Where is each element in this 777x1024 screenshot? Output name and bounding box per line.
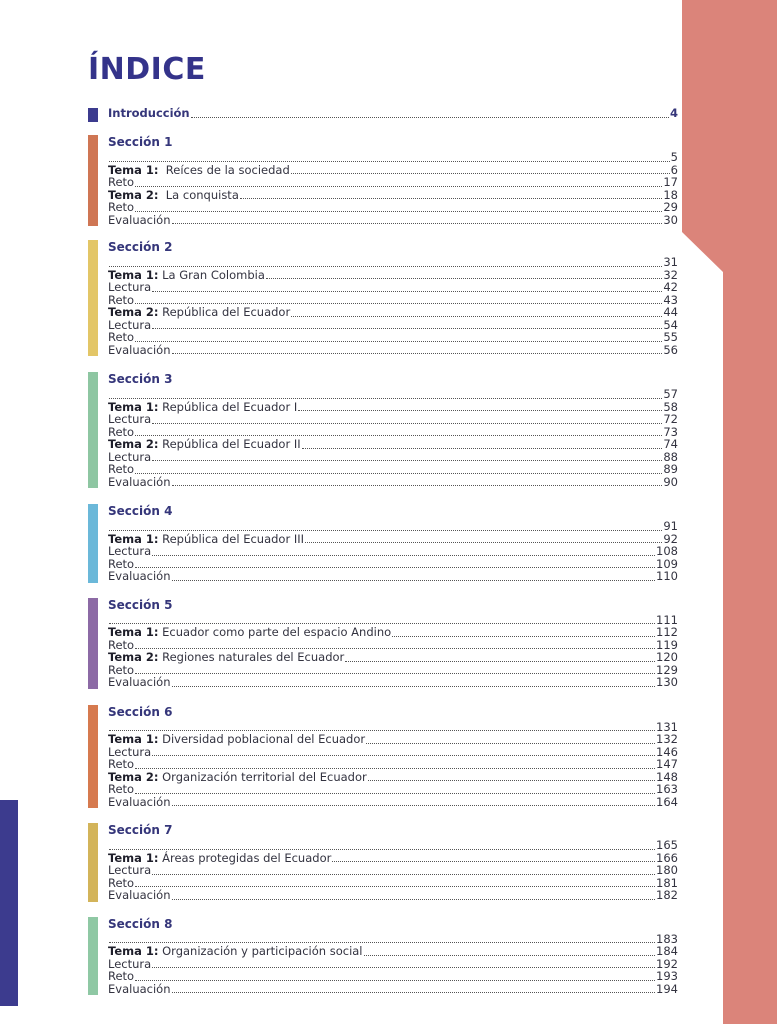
entry-text: Evaluación <box>108 474 171 489</box>
entry-page-number: 74 <box>663 437 678 451</box>
dot-leader <box>152 290 662 292</box>
toc-entry[interactable] <box>108 413 678 426</box>
entry-page-number: 73 <box>663 424 678 439</box>
entry-page-number: 181 <box>656 875 678 890</box>
dot-leader <box>172 579 656 581</box>
section-color-bar <box>88 917 98 996</box>
entry-label <box>108 796 171 809</box>
toc-entry[interactable] <box>108 746 678 759</box>
section-title[interactable]: Sección 3 <box>108 372 173 386</box>
entry-page-number: 43 <box>663 292 678 307</box>
entry-page-number: 180 <box>656 863 678 877</box>
entry-page-number: 193 <box>656 969 678 983</box>
toc-entry[interactable] <box>108 451 678 464</box>
toc-entry[interactable] <box>108 676 678 689</box>
toc-entry[interactable] <box>108 201 678 214</box>
toc-entry[interactable] <box>108 533 678 546</box>
toc-entry[interactable] <box>108 877 678 890</box>
entry-page-number: 91 <box>663 519 678 533</box>
entry-text: Reto <box>108 875 135 890</box>
entry-text: República del Ecuador I <box>158 399 298 414</box>
entry-text: Evaluación <box>108 569 171 583</box>
dot-leader <box>172 685 656 687</box>
side-tab-shape <box>682 0 777 1024</box>
entry-topic-prefix: Tema 1: <box>108 162 159 177</box>
dot-leader <box>135 885 655 887</box>
dot-leader <box>172 991 656 993</box>
entry-page-number: 57 <box>663 387 678 401</box>
entry-page-number: 120 <box>656 650 678 664</box>
section-title[interactable]: Sección 8 <box>108 916 173 931</box>
toc-entry[interactable] <box>108 864 678 877</box>
entry-text: Lectura <box>108 280 152 294</box>
entry-text: Reto <box>108 556 135 571</box>
entry-text: Reto <box>108 292 135 307</box>
entry-text: Reto <box>108 662 135 677</box>
entry-text: Lectura <box>108 956 152 971</box>
entry-label <box>108 889 171 902</box>
section-color-bar <box>88 823 98 902</box>
dot-leader <box>291 315 662 317</box>
entry-page-number: 119 <box>656 637 678 652</box>
entry-text: Evaluación <box>108 888 171 902</box>
entry-page-number: 58 <box>663 399 678 414</box>
entry-page-number: 146 <box>656 744 678 759</box>
entry-topic-prefix: Tema 2: <box>108 650 159 664</box>
dot-leader <box>135 340 662 342</box>
dot-leader <box>172 352 663 354</box>
dot-leader <box>392 635 655 637</box>
entry-text: Reíces de la sociedad <box>158 162 290 177</box>
entry-page-number: 55 <box>663 330 678 344</box>
dot-leader <box>305 541 662 543</box>
dot-leader <box>109 622 655 624</box>
toc-entry[interactable] <box>108 476 678 489</box>
section-color-bar <box>88 598 98 689</box>
dot-leader <box>135 979 655 981</box>
entry-text: Lectura <box>108 863 152 877</box>
entry-text: Áreas protegidas del Ecuador <box>158 850 332 865</box>
dot-leader <box>135 210 662 212</box>
dot-leader <box>302 447 663 449</box>
toc-entry[interactable] <box>108 558 678 571</box>
toc-introduction[interactable] <box>88 107 678 121</box>
entry-page-number: 112 <box>656 625 678 639</box>
entry-text: Reto <box>108 175 135 189</box>
entry-label <box>108 476 171 489</box>
entry-label <box>108 676 171 689</box>
dot-leader <box>152 422 662 424</box>
entry-topic-prefix: Tema 1: <box>108 732 159 746</box>
entry-page-number: 32 <box>663 267 678 282</box>
introduction-color-bar <box>88 108 98 122</box>
dot-leader <box>172 804 656 806</box>
entry-text: Lectura <box>108 544 152 558</box>
entry-topic-prefix: Tema 1: <box>108 399 159 414</box>
entry-page-number: 5 <box>670 150 678 164</box>
entry-label <box>108 570 171 583</box>
toc-section-3 <box>88 368 678 488</box>
entry-text: Reto <box>108 462 135 476</box>
entry-page-number: 54 <box>663 317 678 332</box>
entry-page-number: 29 <box>663 200 678 214</box>
entry-page-number: 129 <box>656 662 678 677</box>
dot-leader <box>291 172 670 174</box>
toc-section-1 <box>88 131 678 226</box>
entry-text: República del Ecuador <box>158 305 291 319</box>
toc-entry[interactable] <box>108 945 678 958</box>
entry-topic-prefix: Tema 1: <box>108 944 159 958</box>
section-color-bar <box>88 135 98 226</box>
entry-page-number: 183 <box>656 931 678 946</box>
entry-label <box>108 626 391 639</box>
introduction-label: Introducción <box>108 106 190 120</box>
entry-page-number: 110 <box>656 569 678 583</box>
toc-entry[interactable] <box>108 214 678 227</box>
toc-entry[interactable] <box>108 958 678 971</box>
entry-page-number: 184 <box>656 944 678 958</box>
toc-section-5 <box>88 594 678 689</box>
dot-leader <box>266 277 662 279</box>
toc-section-4 <box>88 500 678 583</box>
entry-page-number: 88 <box>663 449 678 464</box>
dot-leader <box>109 397 662 399</box>
entry-text: Lectura <box>108 317 152 332</box>
entry-page-number: 42 <box>663 280 678 294</box>
entry-page-number: 89 <box>663 462 678 476</box>
entry-page-number: 130 <box>656 675 678 689</box>
left-accent-strip <box>0 800 18 1006</box>
entry-page-number: 17 <box>663 175 678 189</box>
introduction-page: 4 <box>669 106 678 120</box>
entry-topic-prefix: Tema 2: <box>108 305 159 319</box>
entry-page-number: 163 <box>656 782 678 796</box>
entry-label <box>108 214 171 227</box>
dot-leader <box>368 779 655 781</box>
entry-page-number: 72 <box>663 412 678 426</box>
toc-entry[interactable] <box>108 664 678 677</box>
entry-page-number: 147 <box>656 757 678 771</box>
toc-entry[interactable] <box>108 281 678 294</box>
dot-leader <box>109 729 655 731</box>
dot-leader <box>152 327 662 329</box>
entry-page-number: 44 <box>663 305 678 319</box>
entry-text: Organización y participación social <box>158 944 363 958</box>
dot-leader <box>172 484 663 486</box>
entry-topic-prefix: Tema 1: <box>108 267 159 282</box>
entry-page-number: 148 <box>656 769 678 784</box>
toc-entry[interactable] <box>108 733 678 746</box>
toc-entry[interactable] <box>108 651 678 664</box>
entry-page-number: 164 <box>656 794 678 809</box>
entry-page-number: 132 <box>656 732 678 746</box>
entry-text: Lectura <box>108 744 152 759</box>
entry-text: Evaluación <box>108 342 171 357</box>
dot-leader <box>109 848 655 850</box>
toc-entry[interactable] <box>108 796 678 809</box>
toc-entry[interactable] <box>108 970 678 983</box>
entry-label <box>108 164 290 177</box>
dot-leader <box>135 672 655 674</box>
dot-leader <box>298 409 662 411</box>
dot-leader <box>345 660 655 662</box>
entry-text: Lectura <box>108 412 152 426</box>
dot-leader <box>172 898 656 900</box>
page-title: ÍNDICE <box>88 52 206 87</box>
entry-text: Reto <box>108 200 135 214</box>
entry-label <box>108 771 367 784</box>
entry-page-number: 166 <box>656 850 678 865</box>
entry-text: República del Ecuador II <box>158 437 301 451</box>
entry-text: La conquista <box>158 187 239 202</box>
dot-leader <box>366 742 655 744</box>
dot-leader <box>332 860 655 862</box>
toc-entry[interactable] <box>108 331 678 344</box>
entry-page-number: 56 <box>663 342 678 357</box>
toc-entry[interactable] <box>108 269 678 282</box>
dot-leader <box>135 792 655 794</box>
entry-text: Evaluación <box>108 675 171 689</box>
entry-text: Reto <box>108 757 135 771</box>
dot-leader <box>109 529 662 531</box>
dot-leader <box>152 754 655 756</box>
entry-page-number: 131 <box>656 719 678 734</box>
entry-topic-prefix: Tema 2: <box>108 437 159 451</box>
dot-leader <box>152 966 655 968</box>
entry-text: Evaluación <box>108 794 171 809</box>
entry-text: Reto <box>108 782 135 796</box>
entry-page-number: 18 <box>663 187 678 202</box>
section-title[interactable]: Sección 7 <box>108 823 173 837</box>
toc-entry[interactable] <box>108 570 678 583</box>
entry-text: República del Ecuador III <box>158 531 305 546</box>
section-title[interactable]: Sección 5 <box>108 597 173 612</box>
section-color-bar <box>88 372 98 488</box>
toc-section-6 <box>88 701 678 809</box>
entry-text: Lectura <box>108 449 152 464</box>
dot-leader <box>152 554 655 556</box>
section-title[interactable]: Sección 1 <box>108 135 173 149</box>
toc-entry[interactable] <box>108 545 678 558</box>
toc-entry[interactable] <box>108 344 678 357</box>
entry-page-number: 90 <box>663 474 678 489</box>
entry-page-number: 182 <box>656 888 678 902</box>
toc-entry[interactable] <box>108 889 678 902</box>
toc-entry[interactable] <box>108 983 678 996</box>
dot-leader <box>135 647 655 649</box>
entry-label <box>108 344 171 357</box>
entry-page-number: 6 <box>670 162 678 177</box>
entry-text: Ecuador como parte del espacio Andino <box>158 625 392 639</box>
toc-section-7 <box>88 819 678 902</box>
dot-leader <box>191 116 669 118</box>
dot-leader <box>135 434 662 436</box>
entry-topic-prefix: Tema 1: <box>108 850 159 865</box>
toc-entry[interactable] <box>108 626 678 639</box>
toc-entry[interactable] <box>108 852 678 865</box>
toc-entry[interactable] <box>108 164 678 177</box>
toc-entry[interactable] <box>108 306 678 319</box>
toc-entry[interactable] <box>108 463 678 476</box>
entry-topic-prefix: Tema 2: <box>108 769 159 784</box>
entry-topic-prefix: Tema 1: <box>108 531 159 546</box>
toc-entry[interactable] <box>108 189 678 202</box>
section-color-bar <box>88 240 98 356</box>
dot-leader <box>135 472 662 474</box>
entry-page-number: 92 <box>663 531 678 546</box>
dot-leader <box>109 265 662 267</box>
dot-leader <box>152 873 655 875</box>
entry-text: Evaluación <box>108 981 171 996</box>
toc-section-8 <box>88 913 678 996</box>
entry-text: Regiones naturales del Ecuador <box>158 650 345 664</box>
toc-section-2 <box>88 236 678 356</box>
entry-topic-prefix: Tema 1: <box>108 625 159 639</box>
entry-text: Evaluación <box>108 212 171 227</box>
dot-leader <box>152 459 662 461</box>
toc-entry[interactable] <box>108 783 678 796</box>
entry-page-number: 111 <box>656 612 678 627</box>
entry-text: Organización territorial del Ecuador <box>158 769 367 784</box>
toc-sections <box>88 131 678 995</box>
toc-entry[interactable] <box>108 319 678 332</box>
toc-entry[interactable] <box>108 771 678 784</box>
entry-text: Reto <box>108 637 135 652</box>
section-color-bar <box>88 504 98 583</box>
section-title[interactable]: Sección 2 <box>108 240 173 254</box>
section-title[interactable]: Sección 4 <box>108 504 173 518</box>
entry-label <box>108 983 171 996</box>
table-of-contents <box>88 107 678 1006</box>
entry-page-number: 30 <box>663 212 678 227</box>
dot-leader <box>135 767 655 769</box>
entry-page-number: 192 <box>656 956 678 971</box>
entry-text: Reto <box>108 424 135 439</box>
entry-page-number: 109 <box>656 556 678 571</box>
entry-text: Reto <box>108 969 135 983</box>
dot-leader <box>135 566 655 568</box>
section-color-bar <box>88 705 98 809</box>
toc-entry[interactable] <box>108 438 678 451</box>
toc-entry[interactable] <box>108 401 678 414</box>
section-title[interactable]: Sección 6 <box>108 704 173 719</box>
entry-text: Reto <box>108 330 135 344</box>
dot-leader <box>135 185 662 187</box>
toc-row <box>108 107 678 120</box>
entry-label <box>108 651 344 664</box>
entry-text: Diversidad poblacional del Ecuador <box>158 732 366 746</box>
dot-leader <box>240 197 662 199</box>
entry-page-number: 31 <box>663 255 678 269</box>
dot-leader <box>135 302 662 304</box>
entry-page-number: 194 <box>656 981 678 996</box>
entry-page-number: 165 <box>656 838 678 852</box>
dot-leader <box>364 954 656 956</box>
entry-text: La Gran Colombia <box>158 267 265 282</box>
dot-leader <box>109 160 670 162</box>
dot-leader <box>109 941 655 943</box>
entry-page-number: 108 <box>656 544 678 558</box>
dot-leader <box>172 222 663 224</box>
entry-topic-prefix: Tema 2: <box>108 187 159 202</box>
